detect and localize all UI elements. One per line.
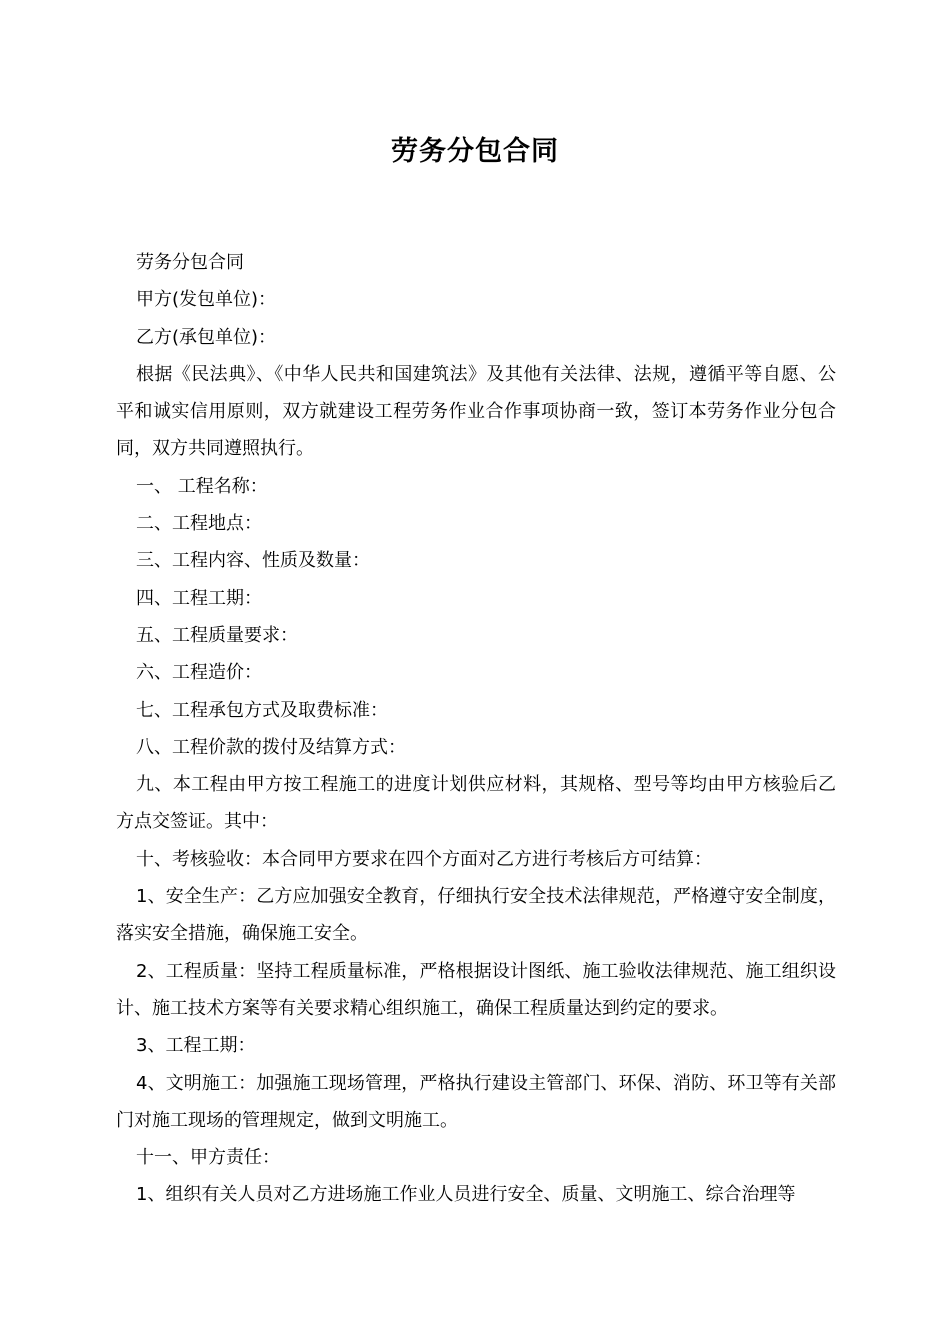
- paragraph-party-a: 甲方(发包单位)：: [136, 289, 277, 311]
- clause-quality-requirements: 五、工程质量要求：: [136, 624, 298, 646]
- clause-inspection-acceptance: 十、考核验收：本合同甲方要求在四个方面对乙方进行考核后方可结算：: [136, 848, 712, 870]
- item-engineering-schedule: 3、工程工期：: [136, 1035, 256, 1057]
- document-body: [116, 244, 836, 1214]
- clause-party-a-responsibility: 十一、甲方责任：: [136, 1147, 280, 1169]
- clause-materials-supply: 九、本工程由甲方按工程施工的进度计划供应材料，其规格、型号等均由甲方核验后乙方点交签证。其中：: [116, 774, 836, 833]
- clause-project-location: 二、工程地点：: [136, 513, 262, 535]
- clause-project-name: 一、 工程名称：: [136, 475, 268, 497]
- document-title: 劳务分包合同: [391, 136, 559, 167]
- paragraph-preamble: 根据《民法典》、《中华人民共和国建筑法》及其他有关法律、法规，遵循平等自愿、公平和诚实信用原则，双方就建设工程劳务作业合作事项协商一致，签订本劳务作业分包合同，双方共同遵照执行。: [116, 363, 836, 460]
- clause-payment-settlement: 八、工程价款的拨付及结算方式：: [136, 736, 406, 758]
- item-safety-production: 1、安全生产：乙方应加强安全教育，仔细执行安全技术法律规范，严格遵守安全制度，落实安全措施，确保施工安全。: [116, 886, 836, 945]
- item-civilized-construction: 4、文明施工：加强施工现场管理，严格执行建设主管部门、环保、消防、环卫等有关部门对施工现场的管理规定，做到文明施工。: [116, 1072, 836, 1131]
- item-party-a-training: 1、组织有关人员对乙方进场施工作业人员进行安全、质量、文明施工、综合治理等: [136, 1184, 796, 1206]
- clause-project-duration: 四、工程工期：: [136, 587, 262, 609]
- paragraph-heading-repeat: 劳务分包合同: [136, 252, 244, 273]
- item-engineering-quality: 2、工程质量：坚持工程质量标准，严格根据设计图纸、施工验收法律规范、施工组织设计、施工技术方案等有关要求精心组织施工，确保工程质量达到约定的要求。: [116, 960, 836, 1019]
- clause-project-content: 三、工程内容、性质及数量：: [136, 550, 370, 572]
- clause-project-cost: 六、工程造价：: [136, 662, 262, 684]
- paragraph-party-b: 乙方(承包单位)：: [136, 326, 277, 348]
- clause-contract-method: 七、工程承包方式及取费标准：: [136, 699, 388, 721]
